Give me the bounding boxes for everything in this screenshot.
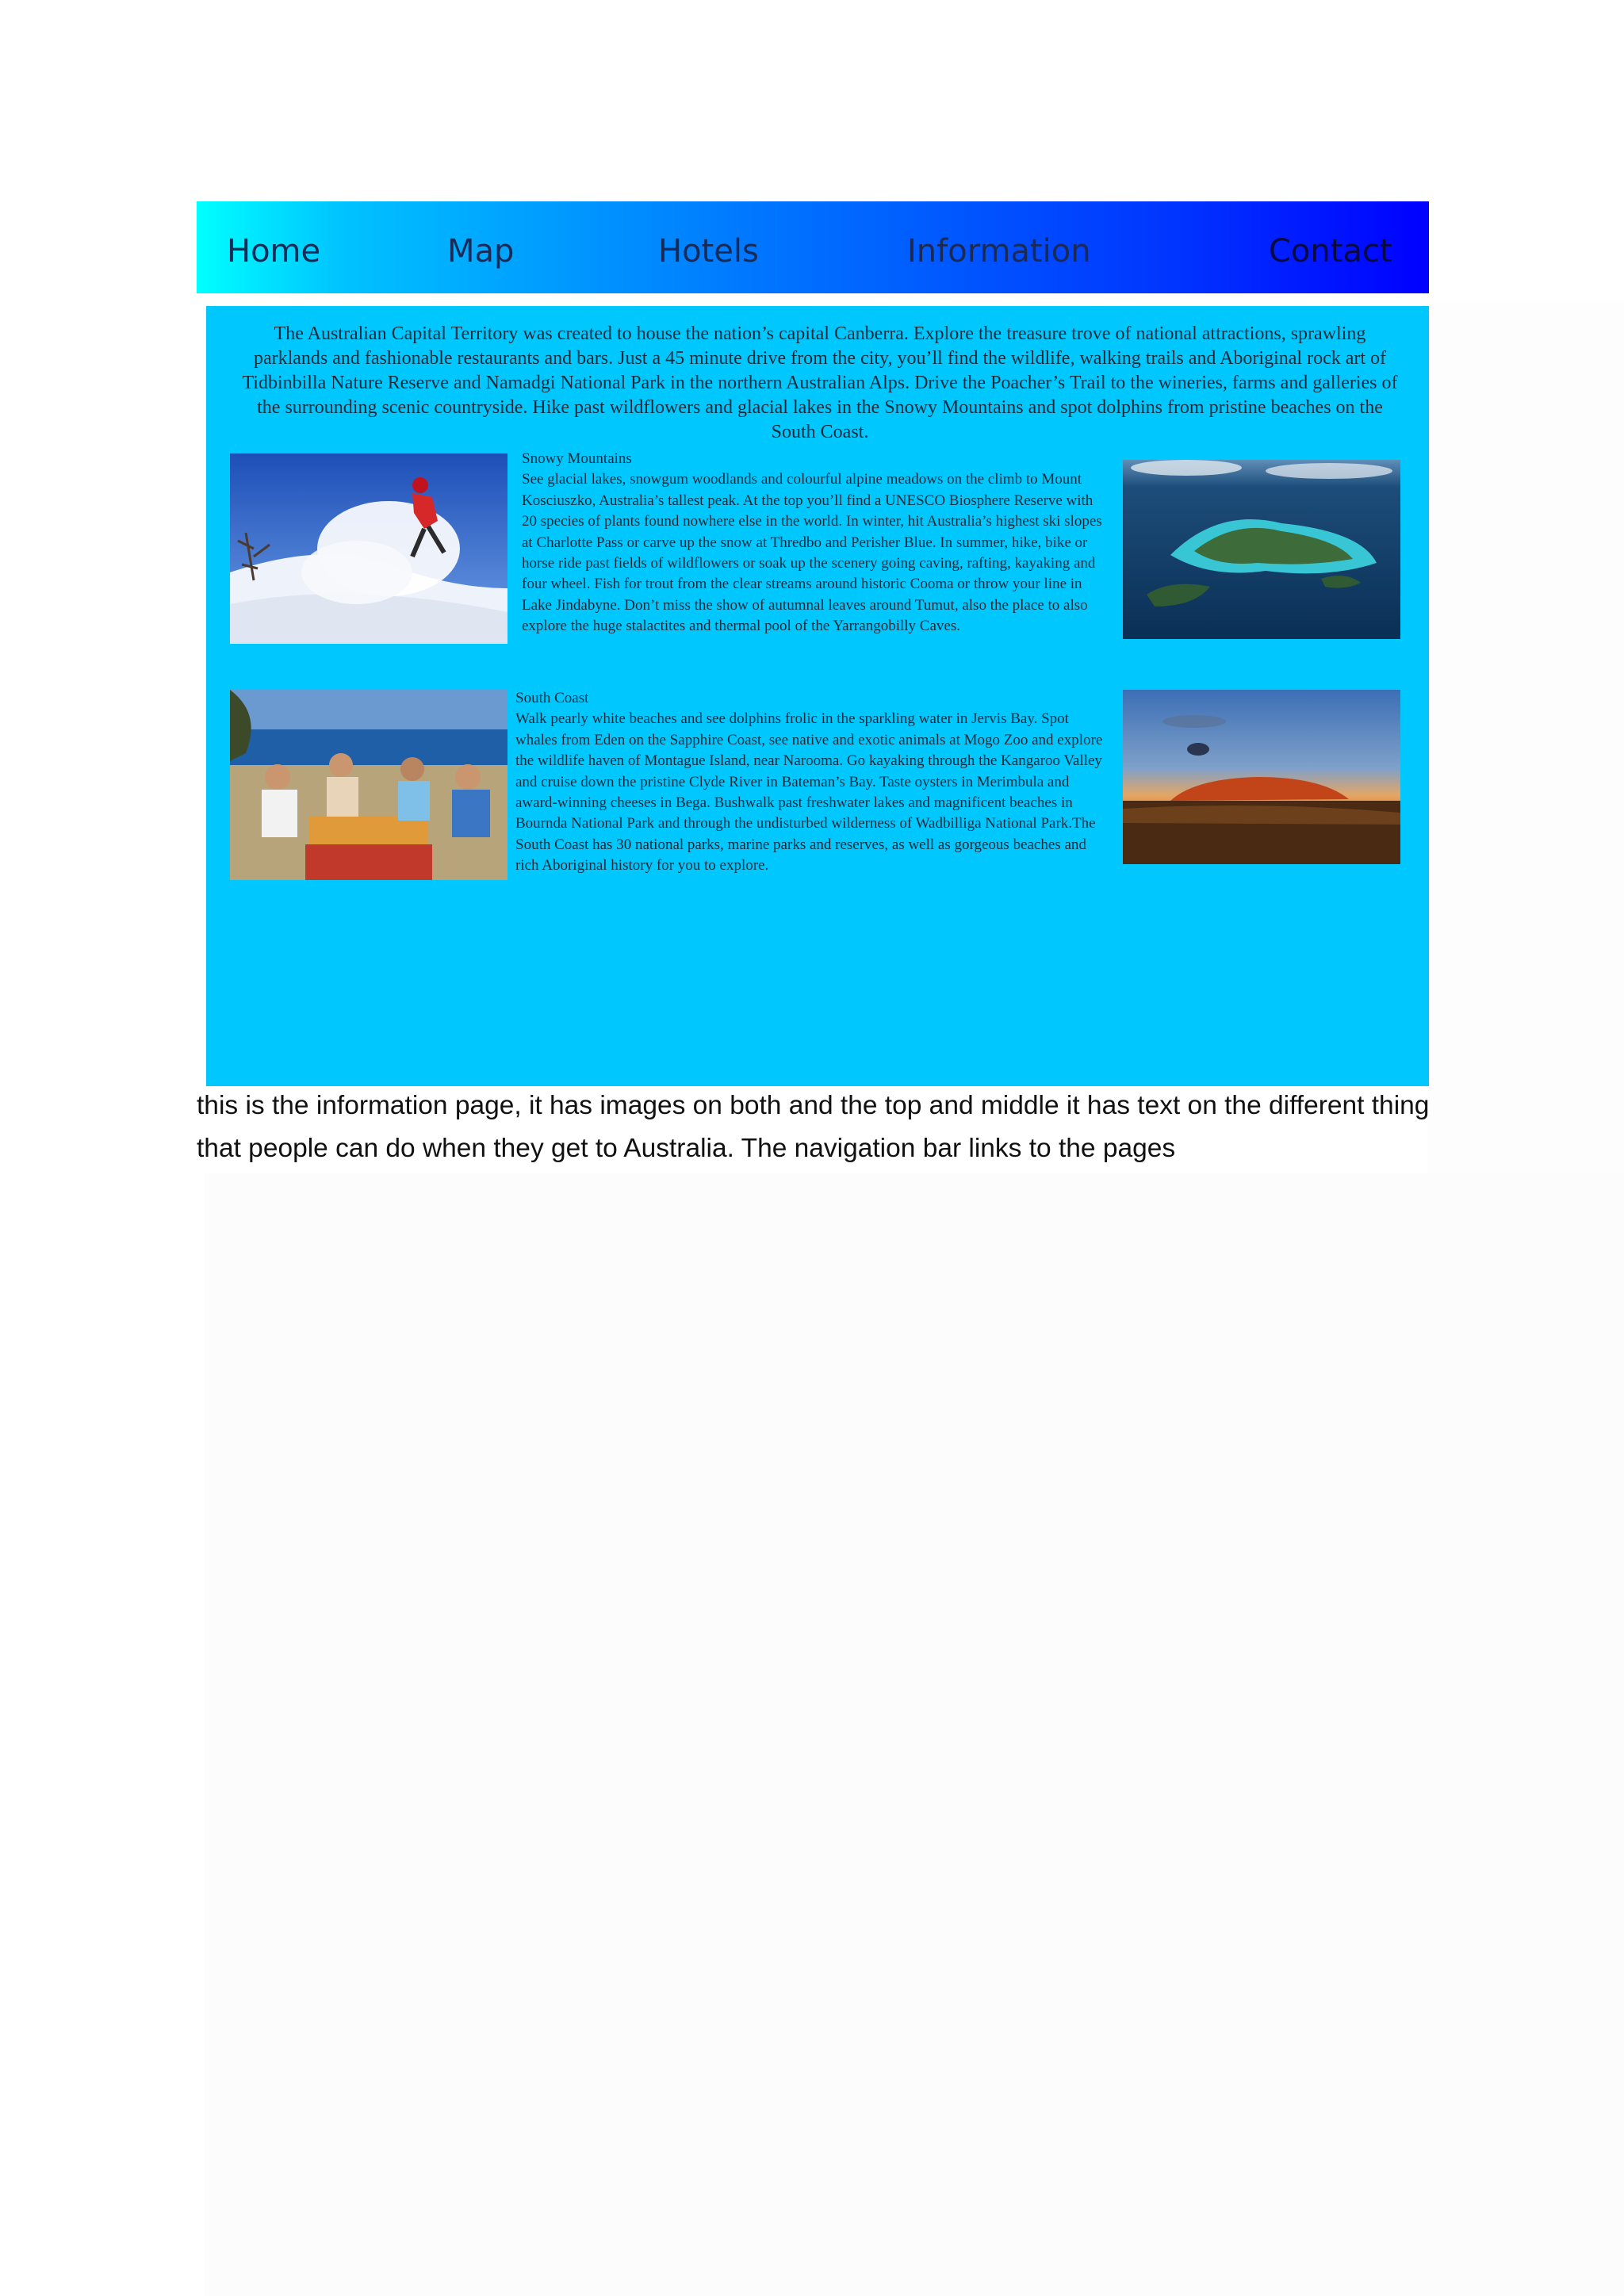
nav-contact-link[interactable]: Contact: [1269, 233, 1392, 270]
nav-hotels-link[interactable]: Hotels: [658, 233, 759, 270]
page-caption: this is the information page, it has images on both and the top and middle it has text on the different thing that people can do when they get to Australia. The navigation bar links to the pages: [197, 1091, 1430, 1163]
snowy-mountains-title: Snowy Mountains: [522, 450, 632, 467]
island-photo: [1123, 460, 1400, 639]
page-background-right: [1427, 301, 1624, 1173]
nav-home-link[interactable]: Home: [227, 233, 321, 270]
nav-information-link[interactable]: Information: [907, 233, 1091, 270]
uluru-photo: [1123, 690, 1400, 864]
south-coast-section: [515, 688, 1110, 877]
picnic-photo: [230, 690, 508, 880]
intro-paragraph: The Australian Capital Territory was created to house the nation’s capital Canberra. Explore the treasure trove of national attractions, sprawling parklands and fashionable restaurants and bars. Just a 45 minute drive from the city, you’ll find the wildlife, walking trails and Aboriginal rock art of Tidbinbilla Nature Reserve and Namadgi National Park in the northern Australian Alps. Drive the Poacher’s Trail to the wineries, farms and galleries of the surrounding scenic countryside. Hike past wildflowers and glacial lakes in the Snowy Mountains and spot dolphins from pristine beaches on the South Coast.: [242, 323, 1398, 442]
snowy-mountains-section: [522, 449, 1109, 637]
navigation-bar: [197, 201, 1429, 293]
nav-map-link[interactable]: Map: [447, 233, 515, 270]
website-screenshot: [197, 201, 1429, 1086]
page-background: [205, 1173, 1624, 2296]
south-coast-title: South Coast: [515, 690, 589, 706]
content-panel: [206, 306, 1429, 1086]
skier-photo: [230, 453, 508, 644]
south-coast-text: Walk pearly white beaches and see dolphins frolic in the sparkling water in Jervis Bay. Spot whales from Eden on the Sapphire Coast, see native and exotic animals at Mogo Zoo and explore the wildlife haven of Montague Island, near Narooma. Go kayaking through the Kangaroo Valley and cruise down the pristine Clyde River in Bateman’s Bay. Taste oysters in Merimbula and award-winning cheeses in Bega. Bushwalk past freshwater lakes and magnificent beaches in Bournda National Park and through the undisturbed wilderness of Wadbilliga National Park.The South Coast has 30 national parks, marine parks and reserves, as well as gorgeous beaches and rich Aboriginal history for you to explore.: [515, 710, 1103, 874]
snowy-mountains-text: See glacial lakes, snowgum woodlands and colourful alpine meadows on the climb to Mount Kosciuszko, Australia’s tallest peak. At the top you’ll find a UNESCO Biosphere Reserve with 20 species of plants found nowhere else in the world. In winter, hit Australia’s highest ski slopes at Charlotte Pass or carve up the snow at Thredbo and Perisher Blue. In summer, hike, bike or horse ride past fields of wildflowers or soak up the scenery going caving, rafting, kayaking and four wheel. Fish for trout from the clear streams around historic Cooma or throw your line in Lake Jindabyne. Don’t miss the show of autumnal leaves around Tumut, also the place to also explore the huge stalactites and thermal pool of the Yarrangobilly Caves.: [522, 471, 1102, 635]
